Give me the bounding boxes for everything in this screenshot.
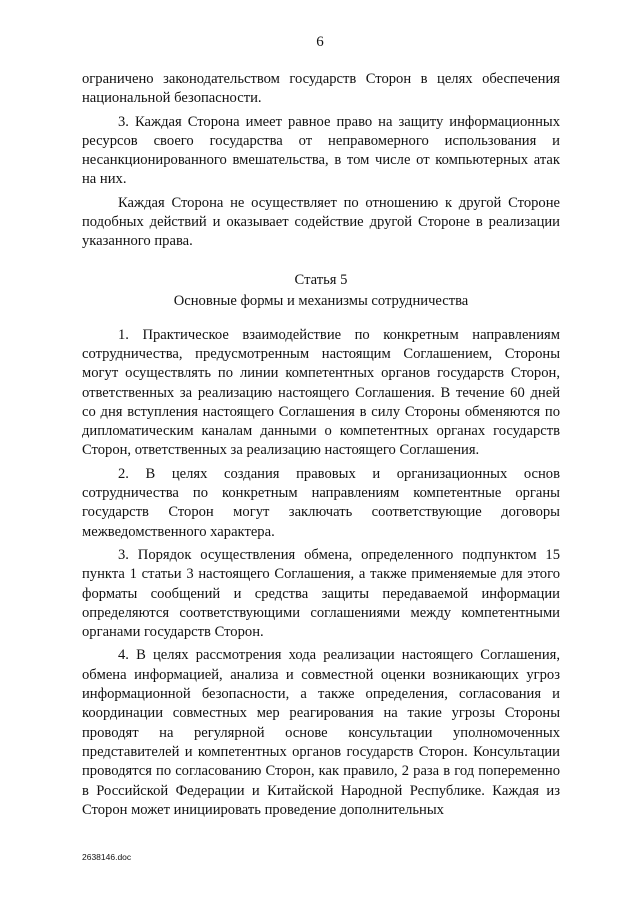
page-number: 6 [316,34,324,50]
document-body [82,70,560,824]
article-title: Основные формы и механизмы сотрудничества [173,292,469,309]
footer-filename: 2638146.doc [82,852,132,862]
paragraph-article-item-1: 1. Практическое взаимодействие по конкретным направлениям сотрудничества, предусмотренным настоящим Соглашением, Стороны могут осуществлять по линии компетентных органов государств Сторон, ответственных за реализацию настоящего Соглашения. В течение 60 дней со дня вступления настоящего Соглашения в силу Стороны обменяются по дипломатическим каналам данными о компетентных органах государств Сторон, ответственных за реализацию настоящего Соглашения. [82,326,560,459]
paragraph-continued: ограничено законодательством государств Сторон в целях обеспечения национальной безопасности. [82,71,560,107]
article-number: Статья 5 [294,271,348,288]
paragraph-article-item-3: 3. Порядок осуществления обмена, определенного подпунктом 15 пункта 1 статьи 3 настоящего Соглашения, а также применяемые для этого форматы сообщений и средства защиты передаваемой информации определяются соответствующими соглашениями между компетентными органами государств Сторон. [82,546,560,641]
paragraph-clause-3: 3. Каждая Сторона имеет равное право на защиту информационных ресурсов своего государства от неправомерного использования и несанкционированного вмешательства, в том числе от компьютерных атак на них. [82,113,560,188]
article-heading [82,270,560,312]
paragraph-assistance: Каждая Сторона не осуществляет по отношению к другой Стороне подобных действий и оказывает содействие другой Стороне в реализации указанного права. [82,194,560,250]
paragraph-article-item-2: 2. В целях создания правовых и организационных основ сотрудничества по конкретным направлениям компетентные органы государств Сторон могут заключать соответствующие договоры межведомственного характера. [82,465,560,540]
paragraph-article-item-4: 4. В целях рассмотрения хода реализации настоящего Соглашения, обмена информацией, анализа и совместной оценки возникающих угроз информационной безопасности, а также определения, согласования и координации совместных мер реагирования на такие угрозы Стороны проводят на регулярной основе консультации уполномоченных представителей и компетентных органов государств Сторон. Консультации проводятся по согласованию Сторон, как правило, 2 раза в год попеременно в Российской Федерации и Китайской Народной Республике. Каждая из Сторон может инициировать проведение дополнительных [82,647,560,818]
